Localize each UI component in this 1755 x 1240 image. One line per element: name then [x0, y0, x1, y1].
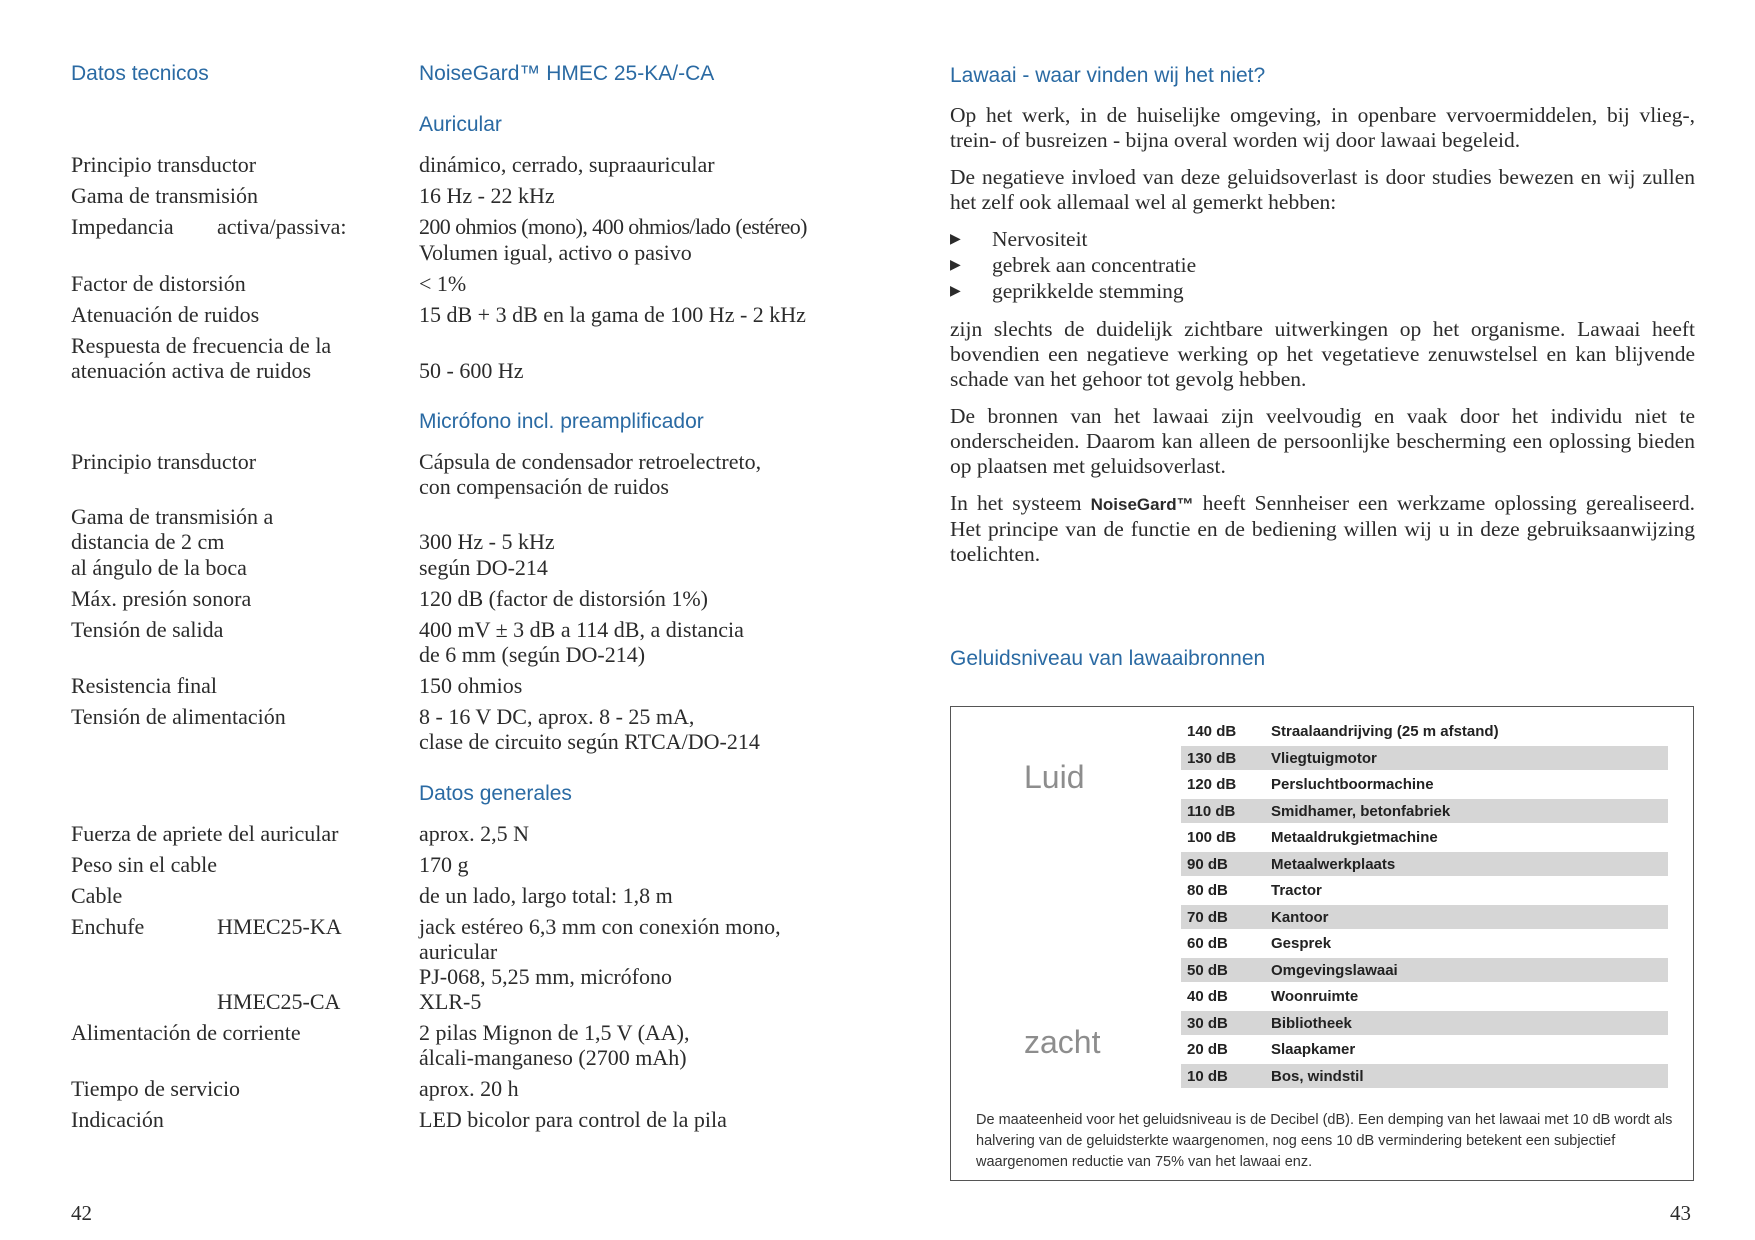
noise-source: Straalaandrijving (25 m afstand) [1271, 722, 1499, 740]
spec-label: Peso sin el cable [71, 852, 218, 877]
db-value: 80 dB [1187, 881, 1228, 899]
spec-value: jack estéreo 6,3 mm con conexión mono, [419, 914, 781, 939]
table-row [1181, 931, 1668, 955]
noise-level-table [950, 706, 1694, 1181]
spec-value: aprox. 20 h [419, 1076, 519, 1101]
spec-label: Cable [71, 883, 123, 908]
noise-source: Gesprek [1271, 934, 1332, 952]
spec-value-cont: según DO-214 [419, 555, 548, 580]
spec-value-cont: PJ-068, 5,25 mm, micrófono [419, 964, 672, 989]
spec-label: Respuesta de frecuencia de la [71, 333, 332, 358]
spec-label-cont: distancia de 2 cm [71, 529, 225, 554]
scale-label-loud: Luid [1024, 759, 1085, 795]
bullet-arrow-icon: ▶ [950, 284, 961, 299]
spec-value: 16 Hz - 22 kHz [419, 183, 555, 208]
brand-name: NoiseGard™ [1090, 495, 1194, 514]
list-item [950, 279, 1695, 305]
spec-label: Resistencia final [71, 673, 218, 698]
noise-source: Woonruimte [1271, 987, 1359, 1005]
table-row [1181, 1064, 1668, 1088]
table-row [1181, 799, 1668, 823]
db-value: 50 dB [1187, 961, 1228, 979]
table-row [1181, 852, 1668, 876]
spec-label: Gama de transmisión a [71, 504, 274, 529]
spec-value: de un lado, largo total: 1,8 m [419, 883, 673, 908]
spec-value: 120 dB (factor de distorsión 1%) [419, 586, 708, 611]
spec-label: Factor de distorsión [71, 271, 246, 296]
spec-value-cont: Volumen igual, activo o pasivo [419, 240, 692, 265]
spec-label-sub: HMEC25-CA [217, 989, 341, 1014]
spec-value: 300 Hz - 5 kHz [419, 529, 555, 554]
page-number-right: 43 [1670, 1201, 1691, 1225]
table-row [1181, 958, 1668, 982]
db-value: 40 dB [1187, 987, 1228, 1005]
list-item-text: geprikkelde stemming [992, 279, 1184, 303]
db-value: 30 dB [1187, 1014, 1228, 1032]
db-value: 110 dB [1187, 802, 1236, 820]
spec-value: 200 ohmios (mono), 400 ohmios/lado (estéreo) [419, 214, 807, 239]
noise-source: Kantoor [1271, 908, 1329, 926]
spec-label: Atenuación de ruidos [71, 302, 260, 327]
spec-value: dinámico, cerrado, supraauricular [419, 152, 715, 177]
spec-label: Fuerza de apriete del auricular [71, 821, 339, 846]
paragraph: De negatieve invloed van deze geluidsoverlast is door studies bewezen en wij zullen het zelf ook allemaal wel al gemerkt hebben: [950, 165, 1695, 214]
spec-value: 15 dB + 3 dB en la gama de 100 Hz - 2 kHz [419, 302, 806, 327]
spec-label-sub: activa/passiva: [217, 214, 347, 239]
spec-value: 2 pilas Mignon de 1,5 V (AA), [419, 1020, 690, 1045]
table-row [1181, 878, 1668, 902]
spec-label: Máx. presión sonora [71, 586, 252, 611]
spec-value-cont: auricular [419, 939, 498, 964]
noise-source: Omgevingslawaai [1271, 961, 1398, 979]
noise-source: Persluchtboormachine [1271, 775, 1434, 793]
table-row [1181, 746, 1668, 770]
bullet-arrow-icon: ▶ [950, 232, 961, 247]
noise-source: Smidhamer, betonfabriek [1271, 802, 1451, 820]
db-value: 100 dB [1187, 828, 1237, 846]
list-item [950, 227, 1695, 253]
section-heading-datos-tecnicos: Datos tecnicos [71, 62, 209, 85]
noise-source: Vliegtuigmotor [1271, 749, 1377, 767]
table-row [1181, 1011, 1668, 1035]
spec-label: Indicación [71, 1107, 164, 1132]
noise-source: Bibliotheek [1271, 1014, 1352, 1032]
spec-value: 150 ohmios [419, 673, 523, 698]
table-row [1181, 905, 1668, 929]
table-heading: Geluidsniveau van lawaaibronnen [950, 647, 1266, 670]
db-value: 10 dB [1187, 1067, 1228, 1085]
list-item [950, 253, 1695, 279]
noise-source: Metaaldrukgietmachine [1271, 828, 1438, 846]
scale-label-quiet: zacht [1024, 1024, 1101, 1060]
paragraph-start: In het systeem [950, 491, 1082, 515]
db-value: 20 dB [1187, 1040, 1228, 1058]
spec-value: XLR-5 [419, 989, 482, 1014]
page-number-left: 42 [71, 1201, 92, 1225]
spec-value: Cápsula de condensador retroelectreto, [419, 449, 762, 474]
table-row [1181, 719, 1668, 743]
decibel-note: De maateenheid voor het geluidsniveau is de Decibel (dB). Een demping van het lawaai met 10 dB wordt als halvering van de geluidsterkte waargenomen, nog eens 10 dB vermindering betekent een subjectief waargenomen reductie van 75% van het lawaai enz. [976, 1112, 1673, 1170]
paragraph: zijn slechts de duidelijk zichtbare uitwerkingen op het organisme. Lawaai heeft bovendien een negatieve werking op het vegetatieve zenuwstelsel en kan blijvende schade van het gehoor tot gevolg hebben. [950, 317, 1695, 391]
paragraph-noisegard [950, 491, 1695, 567]
spec-label: Enchufe [71, 914, 145, 939]
db-value: 120 dB [1187, 775, 1237, 793]
spec-label-sub: HMEC25-KA [217, 914, 342, 939]
spec-value: 400 mV ± 3 dB a 114 dB, a distancia [419, 617, 744, 642]
spec-value-cont: de 6 mm (según DO-214) [419, 642, 646, 667]
bullet-arrow-icon: ▶ [950, 258, 961, 273]
spec-value-cont: clase de circuito según RTCA/DO-214 [419, 729, 760, 754]
db-value: 70 dB [1187, 908, 1228, 926]
noise-source: Tractor [1271, 881, 1322, 899]
table-row [1181, 825, 1668, 849]
noise-source: Slaapkamer [1271, 1040, 1356, 1058]
spec-value-cont: álcali-manganeso (2700 mAh) [419, 1045, 687, 1070]
spec-label: Gama de transmisión [71, 183, 258, 208]
spec-value: LED bicolor para control de la pila [419, 1107, 727, 1132]
db-value: 130 dB [1187, 749, 1237, 767]
spec-label: Alimentación de corriente [71, 1020, 301, 1045]
db-value: 90 dB [1187, 855, 1228, 873]
subheading-datos-generales: Datos generales [419, 782, 572, 805]
noise-source: Metaalwerkplaats [1271, 855, 1396, 873]
intro-text [950, 103, 1695, 579]
spec-value: aprox. 2,5 N [419, 821, 529, 846]
spec-label-cont: al ángulo de la boca [71, 555, 247, 580]
paragraph: Op het werk, in de huiselijke omgeving, in openbare vervoermiddelen, bij vlieg-, trein- of busreizen - bijna overal worden wij door lawaai begeleid. [950, 103, 1695, 152]
spec-label: Principio transductor [71, 449, 257, 474]
spec-label-cont: atenuación activa de ruidos [71, 358, 312, 383]
table-row [1181, 772, 1668, 796]
table-row [1181, 984, 1668, 1008]
spec-value: 8 - 16 V DC, aprox. 8 - 25 mA, [419, 704, 695, 729]
spec-label: Tensión de salida [71, 617, 224, 642]
list-item-text: Nervositeit [992, 227, 1088, 251]
noise-source: Bos, windstil [1271, 1067, 1364, 1085]
product-heading: NoiseGard™ HMEC 25-KA/-CA [419, 62, 715, 85]
paragraph-end: heeft Sennheiser een werkzame oplossing gerealiseerd. Het principe van de functie en de bediening willen wij u in deze gebruiksaanwijzing toelichten. [950, 491, 1696, 566]
bullet-list [950, 227, 1695, 305]
db-value: 60 dB [1187, 934, 1228, 952]
spec-value-cont: con compensación de ruidos [419, 474, 669, 499]
table-row [1181, 1037, 1668, 1061]
paragraph: De bronnen van het lawaai zijn veelvoudig en vaak door het individu niet te onderscheiden. Daarom kan alleen de persoonlijke bescherming een oplossing bieden op plaatsen met geluidsoverlast. [950, 404, 1695, 478]
spec-value: 50 - 600 Hz [419, 358, 524, 383]
spec-label: Impedancia [71, 214, 174, 239]
subheading-microfono: Micrófono incl. preamplificador [419, 410, 704, 433]
list-item-text: gebrek aan concentratie [992, 253, 1197, 277]
spec-label: Tiempo de servicio [71, 1076, 241, 1101]
subheading-auricular: Auricular [419, 113, 502, 136]
spec-label: Tensión de alimentación [71, 704, 286, 729]
spec-label: Principio transductor [71, 152, 257, 177]
spec-value: < 1% [419, 271, 467, 296]
spec-value: 170 g [419, 852, 469, 877]
db-value: 140 dB [1187, 722, 1237, 740]
section-heading-lawaai: Lawaai - waar vinden wij het niet? [950, 64, 1266, 87]
